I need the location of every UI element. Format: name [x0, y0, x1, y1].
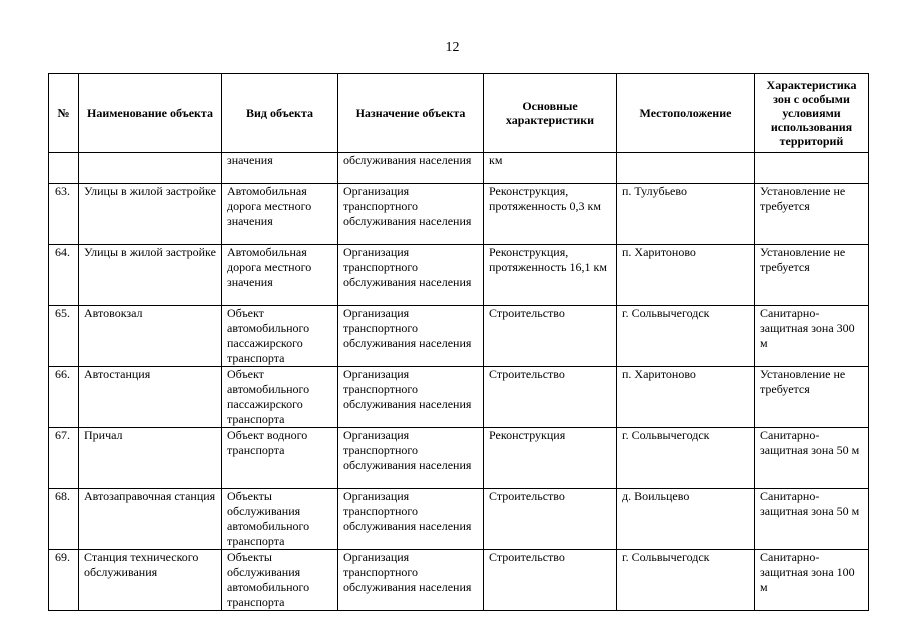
cell-purpose: обслуживания населения — [338, 153, 484, 184]
table-row — [49, 550, 869, 611]
cell-purpose: Организация транспортного обслуживания населения — [338, 367, 484, 428]
table-row — [49, 489, 869, 550]
cell-purpose: Организация транспортного обслуживания населения — [338, 306, 484, 367]
cell-location: п. Тулубьево — [617, 184, 755, 245]
cell-kind: Объект автомобильного пассажирского транспорта — [222, 306, 338, 367]
cell-zone: Санитарно-защитная зона 50 м — [755, 428, 869, 489]
cell-specs: Реконструкция, протяженность 0,3 км — [484, 184, 617, 245]
cell-location: п. Харитоново — [617, 245, 755, 306]
cell-zone: Установление не требуется — [755, 184, 869, 245]
cell-zone: Санитарно-защитная зона 300 м — [755, 306, 869, 367]
cell-purpose: Организация транспортного обслуживания населения — [338, 245, 484, 306]
cell-kind: Объект водного транспорта — [222, 428, 338, 489]
cell-name: Улицы в жилой застройке — [79, 184, 222, 245]
cell-num: 64. — [49, 245, 79, 306]
cell-zone: Установление не требуется — [755, 245, 869, 306]
cell-location: г. Сольвычегодск — [617, 428, 755, 489]
table-row — [49, 245, 869, 306]
header-kind: Вид объекта — [222, 74, 338, 153]
cell-zone: Санитарно-защитная зона 50 м — [755, 489, 869, 550]
cell-name: Улицы в жилой застройке — [79, 245, 222, 306]
cell-location: г. Сольвычегодск — [617, 550, 755, 611]
cell-num: 67. — [49, 428, 79, 489]
cell-name: Автостанция — [79, 367, 222, 428]
cell-specs: Строительство — [484, 367, 617, 428]
table-row — [49, 428, 869, 489]
cell-location: д. Воильцево — [617, 489, 755, 550]
cell-purpose: Организация транспортного обслуживания населения — [338, 184, 484, 245]
cell-kind: Объект автомобильного пассажирского транспорта — [222, 367, 338, 428]
cell-location: п. Харитоново — [617, 367, 755, 428]
cell-location — [617, 153, 755, 184]
cell-num: 69. — [49, 550, 79, 611]
cell-specs: Реконструкция, протяженность 16,1 км — [484, 245, 617, 306]
cell-name: Причал — [79, 428, 222, 489]
cell-purpose: Организация транспортного обслуживания населения — [338, 489, 484, 550]
cell-kind: Объекты обслуживания автомобильного транспорта — [222, 489, 338, 550]
cell-kind: значения — [222, 153, 338, 184]
header-zone: Характеристика зон с особыми условиями использования территорий — [755, 74, 869, 153]
table-header-row — [49, 74, 869, 153]
cell-specs: Строительство — [484, 489, 617, 550]
cell-zone: Установление не требуется — [755, 367, 869, 428]
cell-specs: Строительство — [484, 306, 617, 367]
cell-name: Автовокзал — [79, 306, 222, 367]
cell-num: 63. — [49, 184, 79, 245]
table-row — [49, 184, 869, 245]
cell-name: Автозаправочная станция — [79, 489, 222, 550]
header-specs: Основные характеристики — [484, 74, 617, 153]
header-location: Местоположение — [617, 74, 755, 153]
header-purpose: Назначение объекта — [338, 74, 484, 153]
objects-table — [48, 73, 869, 611]
cell-zone — [755, 153, 869, 184]
cell-num: 68. — [49, 489, 79, 550]
table-row — [49, 367, 869, 428]
cell-specs: км — [484, 153, 617, 184]
cell-num — [49, 153, 79, 184]
cell-specs: Реконструкция — [484, 428, 617, 489]
cell-kind: Автомобильная дорога местного значения — [222, 184, 338, 245]
cell-name — [79, 153, 222, 184]
table-row — [49, 306, 869, 367]
cell-num: 66. — [49, 367, 79, 428]
page-number: 12 — [445, 40, 460, 55]
cell-num: 65. — [49, 306, 79, 367]
cell-purpose: Организация транспортного обслуживания населения — [338, 428, 484, 489]
cell-kind: Объекты обслуживания автомобильного транспорта — [222, 550, 338, 611]
cell-location: г. Сольвычегодск — [617, 306, 755, 367]
cell-name: Станция технического обслуживания — [79, 550, 222, 611]
header-name: Наименование объекта — [79, 74, 222, 153]
cell-kind: Автомобильная дорога местного значения — [222, 245, 338, 306]
header-num: № — [49, 74, 79, 153]
cell-specs: Строительство — [484, 550, 617, 611]
cell-zone: Санитарно-защитная зона 100 м — [755, 550, 869, 611]
table-row-continuation — [49, 153, 869, 184]
cell-purpose: Организация транспортного обслуживания населения — [338, 550, 484, 611]
